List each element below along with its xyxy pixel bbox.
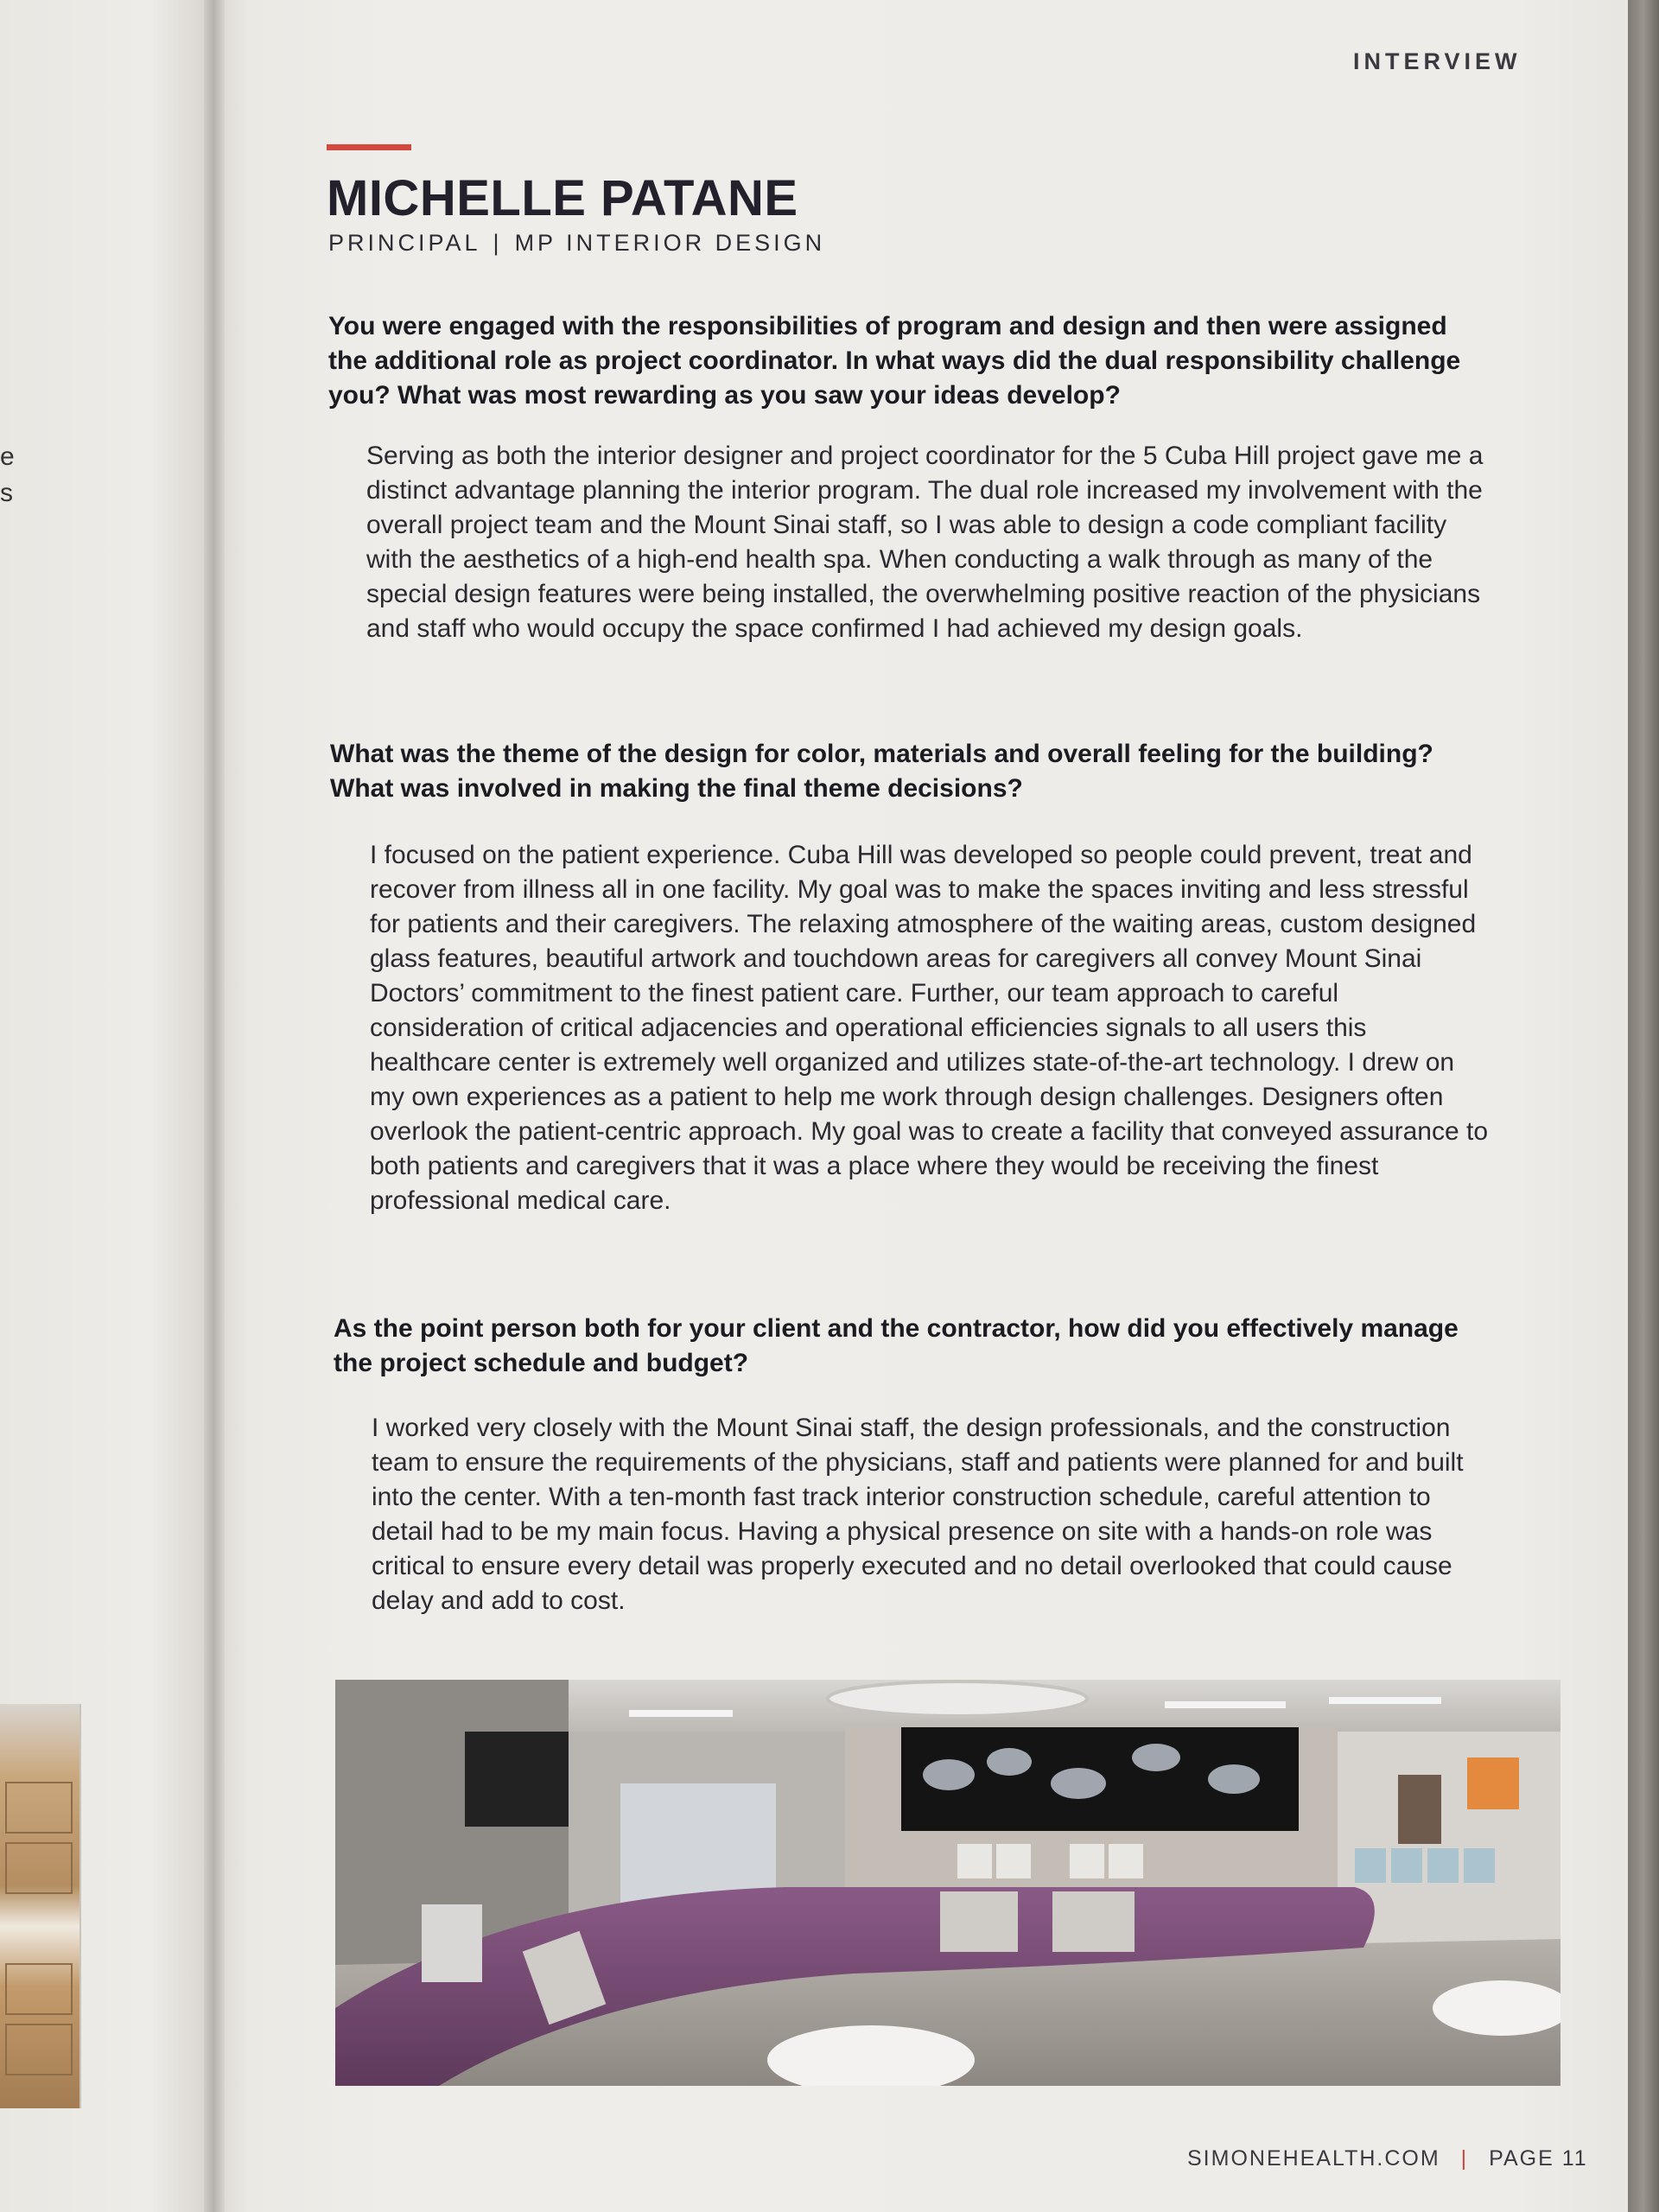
interview-answer-1: Serving as both the interior designer and project coordinator for the 5 Cuba Hill project gave me a distinct advantage planning the interior program. The dual role increased my involvement with the overall project team and the Mount Sinai staff, so I was able to design a code compliant facility with the aesthetics of a high-end health spa. When conducting a walk through as many of the special design features were being installed, the overwhelming positive reaction of the physicians and staff who would occupy the space confirmed I had achieved my design goals.: [366, 442, 1484, 643]
footer-page-number: PAGE 11: [1489, 2146, 1588, 2171]
left-page-photo: [0, 1704, 81, 2108]
left-page-text-fragment: s: [0, 479, 13, 507]
interviewee-role: [328, 230, 825, 257]
footer-website: SIMONEHEALTH.COM: [1187, 2146, 1440, 2171]
role-title: PRINCIPAL: [328, 230, 481, 256]
role-company: MP INTERIOR DESIGN: [514, 230, 826, 256]
section-label: INTERVIEW: [1353, 48, 1522, 74]
interview-question-1: You were engaged with the responsibilities of program and design and then were assigned the additional role as project coordinator. In what ways did the dual responsibility challenge you? What was most rewarding as you saw your ideas develop?: [328, 312, 1461, 410]
role-separator: |: [493, 230, 503, 256]
accent-bar: [327, 144, 411, 150]
interviewee-name: MICHELLE PATANE: [327, 170, 798, 226]
interview-answer-3: I worked very closely with the Mount Sinai staff, the design professionals, and the construction team to ensure the requirements of the physicians, staff and patients were planned for and built into the center. With a ten-month fast track interior construction schedule, careful attention to detail had to be my main focus. Having a physical presence on site with a hands-on role was critical to ensure every detail was properly executed and no detail overlooked that could cause delay and add to cost.: [372, 1414, 1464, 1615]
left-page: [0, 0, 214, 2212]
left-page-text-fragment: e: [0, 442, 15, 471]
gutter-shadow: [204, 0, 225, 2212]
page-footer: [1187, 2146, 1588, 2171]
footer-separator: |: [1460, 2146, 1469, 2171]
waiting-area-photo: [335, 1680, 1560, 2086]
page-edge: [1628, 0, 1659, 2212]
interview-question-3: As the point person both for your client and the contractor, how did you effectively manage the project schedule and budget?: [334, 1314, 1459, 1377]
interview-question-2: What was the theme of the design for color, materials and overall feeling for the building? What was involved in making the final theme decisions?: [330, 740, 1433, 803]
interview-answer-2: I focused on the patient experience. Cuba Hill was developed so people could prevent, treat and recover from illness all in one facility. My goal was to make the spaces inviting and less stressful for patients and their caregivers. The relaxing atmosphere of the waiting areas, custom designed glass features, beautiful artwork and touchdown areas for caregivers all convey Mount Sinai Doctors’ commitment to the finest patient care. Further, our team approach to careful consideration of critical adjacencies and operational efficiencies signals to all users this healthcare center is extremely well organized and utilizes state-of-the-art technology. I drew on my own experiences as a patient to help me work through design challenges. Designers often overlook the patient-centric approach. My goal was to create a facility that conveyed assurance to both patients and caregivers that it was a place where they would be receiving the finest professional medical care.: [370, 841, 1489, 1215]
